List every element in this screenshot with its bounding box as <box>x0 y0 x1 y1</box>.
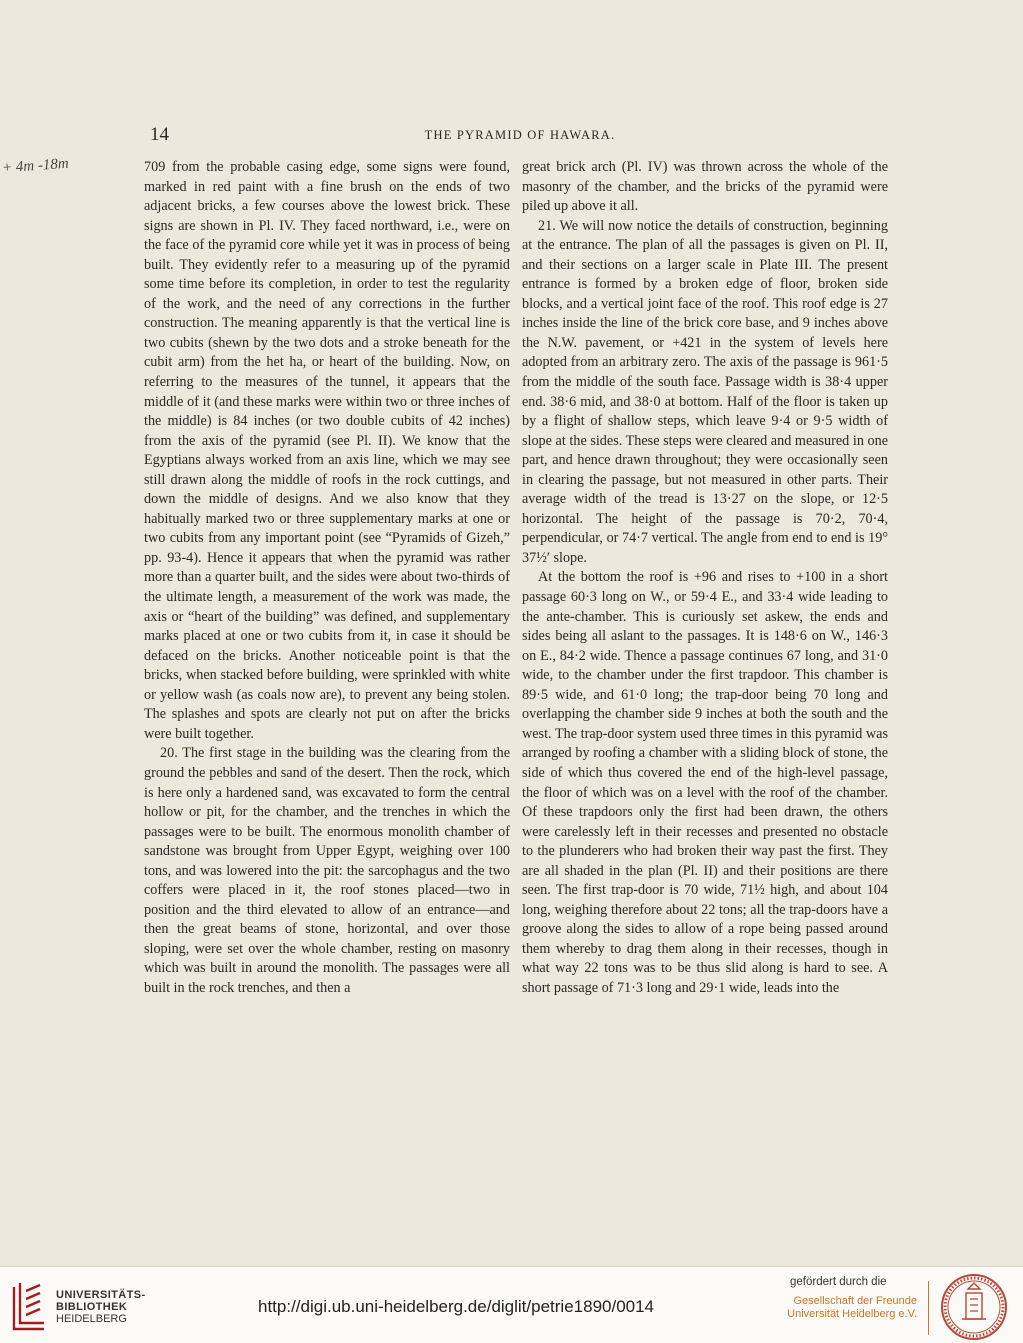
handwritten-margin-note: + 4m -18m <box>1 155 70 177</box>
funded-by-label: gefördert durch die <box>790 1276 887 1288</box>
library-name-line: BIBLIOTHEK <box>56 1301 128 1313</box>
paragraph: At the bottom the roof is +96 and rises to +100 in a short passage 60·3 long on W., or 59·4 E., and 33·4 wide leading to the ante-chamber. This is curiously set askew, the ends and sides being all aslant to the passages. It is 148·6 on W., 146·3 on E., 84·2 wide. Thence a passage continues 67 long, and 31·0 wide, to the chamber under the first trapdoor. This chamber is 89·5 wide, and 61·0 long; the trap-door being 70 long and overlapping the chamber side 9 inches at both the south and the west. The trap-door system used three times in this pyramid was arranged by roofing a chamber with a sliding block of stone, the side of which thus covered the end of the high-level passage, the floor of which was on a level with the roof of the chamber. Of these trapdoors only the first had been drawn, the others were carelessly left in their recesses and presented no obstacle to the plunderers who had broken their way past the first. They are all shaded in the plan (Pl. II) and their positions are there seen. The first trap-door is 70 wide, 71½ high, and about 104 long, weighing therefore about 22 tons; all the trap-doors have a groove along the sides to allow of a rope being passed around them whereby to drag them along in their recesses, though in what way 22 tons was to be thus slid along is hard to see. A short passage of 71·3 long and 29·1 wide, leads into the <box>522 569 888 996</box>
page-header <box>150 118 890 148</box>
paragraph: 20. The first stage in the building was the clearing from the ground the pebbles and sand of the desert. Then the rock, which is here only a hardened sand, was excavated to form the central hollow or pit, for the chamber, and the trenches in which the passages were to be built. The enormous monolith chamber of sandstone was brought from Upper Egypt, weighing over 100 tons, and was lowered into the pit: the sarcophagus and the two coffers were placed in it, the roof stones placed—two in position and the third elevated to allow of an entrance—and then the great beams of stone, horizontal, and over those sloping, were set over the whole chamber, resting on masonry which was built in around the monolith. The passages were all built in the rock trenches, and then a <box>144 745 510 996</box>
society-name-line: Universität Heidelberg e.V. <box>787 1308 917 1320</box>
left-column <box>144 158 510 999</box>
university-seal-icon <box>940 1273 1008 1341</box>
library-name-line: UNIVERSITÄTS- <box>56 1289 146 1301</box>
footer-divider <box>928 1281 929 1335</box>
paragraph: 709 from the probable casing edge, some signs were found, marked in red paint with a fine brush on the ends of two adjacent bricks, a few courses above the lowest brick. These signs are shown in Pl. IV. They faced northward, i.e., were on the face of the pyramid core while yet it was in process of being built. They evidently refer to a measuring up of the pyramid some time before its completion, in order to test the regularity of the work, and the need of any corrections in the further construction. The meaning apparently is that the vertical line is two cubits (shewn by the two dots and a stroke beneath for the cubit arm) from the het ha, or heart of the building. Now, on referring to the measures of the tunnel, it appears that the middle of it (and these marks were within two or three inches of the middle) is 84 inches (or two double cubits of 42 inches) from the axis of the pyramid (see Pl. II). We know that the Egyptians always worked from an axis line, which we may see still drawn along the middle of roofs in the rock cuttings, and down the middle of designs. And we also know that they habitually marked two or three supplementary marks at one or two cubits from any important point (see “Pyramids of Gizeh,” pp. 93-4). Hence it appears that when the pyramid was rather more than a quarter built, and the sides were about two-thirds of the ultimate length, a measurement of the work was made, the axis or “heart of the building” was defined, and supplementary marks placed at one or two cubits from it, in case it should be defaced on the bricks. Another noticeable point is that the bricks, when stacked before building, were sprinkled with white or yellow wash (as coals now are), to prevent any being stolen. The splashes and spots are clearly not put on after the bricks were built together. <box>144 159 510 742</box>
page-number: 14 <box>150 124 169 145</box>
right-column <box>522 158 888 999</box>
library-name-line: HEIDELBERG <box>56 1313 127 1325</box>
library-name <box>56 1289 146 1325</box>
viewer-footer <box>0 1266 1023 1343</box>
library-logo-icon <box>10 1281 48 1333</box>
paragraph: 21. We will now notice the details of construction, beginning at the entrance. The plan of all the passages is given on Pl. II, and their sections on a larger scale in Plate III. The present entrance is formed by a broken edge of floor, broken side blocks, and a vertical joint face of the roof. This roof edge is 27 inches inside the line of the brick core base, and 9 inches above the N.W. pavement, or +421 in the system of levels here adopted from an arbitrary zero. The axis of the passage is 961·5 from the middle of the south face. Passage width is 38·4 upper end. 38·6 mid, and 38·0 at bottom. Half of the floor is taken up by a flight of shallow steps, which leave 9·4 or 9·5 width of slope at the sides. These steps were cleared and measured in one part, and hence drawn throughout; they were occasionally seen in clearing the passage, but not measured in other parts. Their average width of the tread is 13·27 on the slope, or 12·5 horizontal. The height of the passage is 70·2, 70·4, perpendicular, or 74·7 vertical. The angle from end to end is 19° 37½′ slope. <box>522 217 888 566</box>
permalink-url[interactable]: http://digi.ub.uni-heidelberg.de/diglit/petrie1890/0014 <box>258 1297 655 1316</box>
running-title: THE PYRAMID OF HAWARA. <box>424 128 616 142</box>
paragraph: great brick arch (Pl. IV) was thrown across the whole of the masonry of the chamber, and the bricks of the pyramid were piled up above it all. <box>522 159 888 215</box>
society-name <box>787 1295 917 1321</box>
society-name-line: Gesellschaft der Freunde <box>793 1295 917 1307</box>
